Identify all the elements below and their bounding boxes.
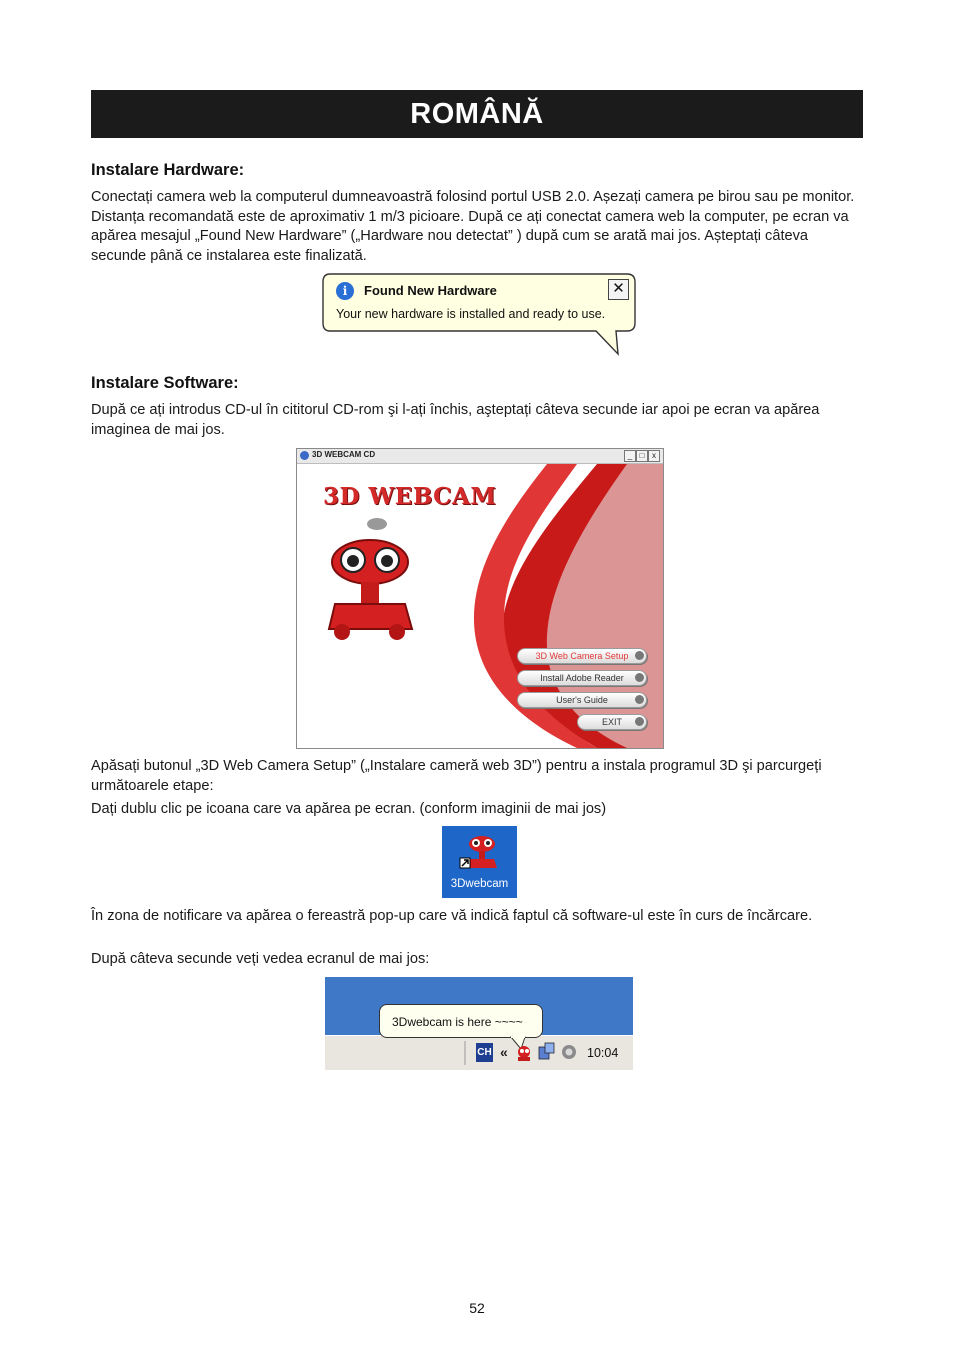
exit-button[interactable] xyxy=(577,714,647,730)
bullet-icon xyxy=(635,695,644,704)
page-number: 52 xyxy=(469,1300,485,1316)
setup-button[interactable] xyxy=(517,648,647,664)
balloon-title: Found New Hardware xyxy=(364,283,497,298)
hardware-heading: Instalare Hardware: xyxy=(91,161,245,179)
language-indicator[interactable]: CH xyxy=(476,1043,493,1062)
users-guide-label: User's Guide xyxy=(556,695,608,705)
robot-mascot xyxy=(329,518,412,640)
hardware-paragraph: Conectați camera web la computerul dumneavoastră folosind portul USB 2.0. Așezați camera pe birou sau pe monitor. Distanța recomandată este de aproximativ 1 m/3 picioare. După ce ați conectat camera web la computer, pe ecran va apărea mesajul „Found New Hardware” („Hardware nou detectat” ) după cum se arată mai jos. Așteptați câteva secunde până ce instalarea este finalizată. xyxy=(91,189,855,264)
webcam-tray-icon xyxy=(518,1046,530,1061)
tray-clock[interactable]: 10:04 xyxy=(587,1046,619,1060)
cd-icon xyxy=(300,451,309,460)
close-window-button[interactable]: x xyxy=(648,450,660,462)
setup-instructions: Apăsați butonul „3D Web Camera Setup” („Instalare cameră web 3D”) pentru a instala programul 3D şi parcurgeți următoarele etape: xyxy=(91,758,822,794)
install-adobe-reader-button[interactable] xyxy=(517,670,647,686)
robot-webcam-icon xyxy=(442,826,517,878)
software-paragraph: După ce ați introdus CD-ul în cititorul CD-rom şi l-ați închis, aşteptați câteva secunde iar apoi pe ecran va apărea imaginea de mai jos. xyxy=(91,402,820,438)
close-button[interactable]: ✕ xyxy=(608,279,629,300)
volume-tray-icon xyxy=(562,1045,576,1059)
exit-label: EXIT xyxy=(601,717,622,727)
cd-autorun-window xyxy=(296,448,664,749)
tray-tooltip: 3Dwebcam is here ~~~~ xyxy=(379,1004,543,1038)
install-adobe-reader-label: Install Adobe Reader xyxy=(540,673,624,683)
minimize-button[interactable]: _ xyxy=(624,450,636,462)
users-guide-button[interactable] xyxy=(517,692,647,708)
brand-logo-text: 3D WEBCAM xyxy=(323,483,497,510)
double-click-instructions: Dați dublu clic pe icoana care va apărea pe ecran. (conform imaginii de mai jos) xyxy=(91,801,607,817)
balloon-message: Your new hardware is installed and ready to use. xyxy=(336,307,606,321)
setup-button-label: 3D Web Camera Setup xyxy=(535,651,629,661)
window-title: 3D WEBCAM CD xyxy=(312,450,376,459)
maximize-button[interactable]: □ xyxy=(636,450,648,462)
bullet-icon xyxy=(635,717,644,726)
desktop-shortcut[interactable] xyxy=(442,826,517,898)
bullet-icon xyxy=(635,651,644,660)
network-tray-icon xyxy=(539,1043,554,1059)
desktop-icon-label: 3Dwebcam xyxy=(450,878,509,890)
taskbar-notification-area xyxy=(325,977,633,1070)
software-heading: Instalare Software: xyxy=(91,374,239,392)
window-titlebar xyxy=(297,449,663,464)
info-icon: i xyxy=(336,282,354,300)
bullet-icon xyxy=(635,673,644,682)
page-banner-title: ROMÂNĂ xyxy=(91,90,863,138)
after-seconds-paragraph: După câteva secunde veți vedea ecranul de mai jos: xyxy=(91,951,430,967)
show-hidden-icons-chevron[interactable]: « xyxy=(500,1044,508,1060)
found-new-hardware-balloon xyxy=(322,273,637,357)
notification-paragraph: În zona de notificare va apărea o fereastră pop-up care vă indică faptul că software-ul este în curs de încărcare. xyxy=(91,908,813,924)
